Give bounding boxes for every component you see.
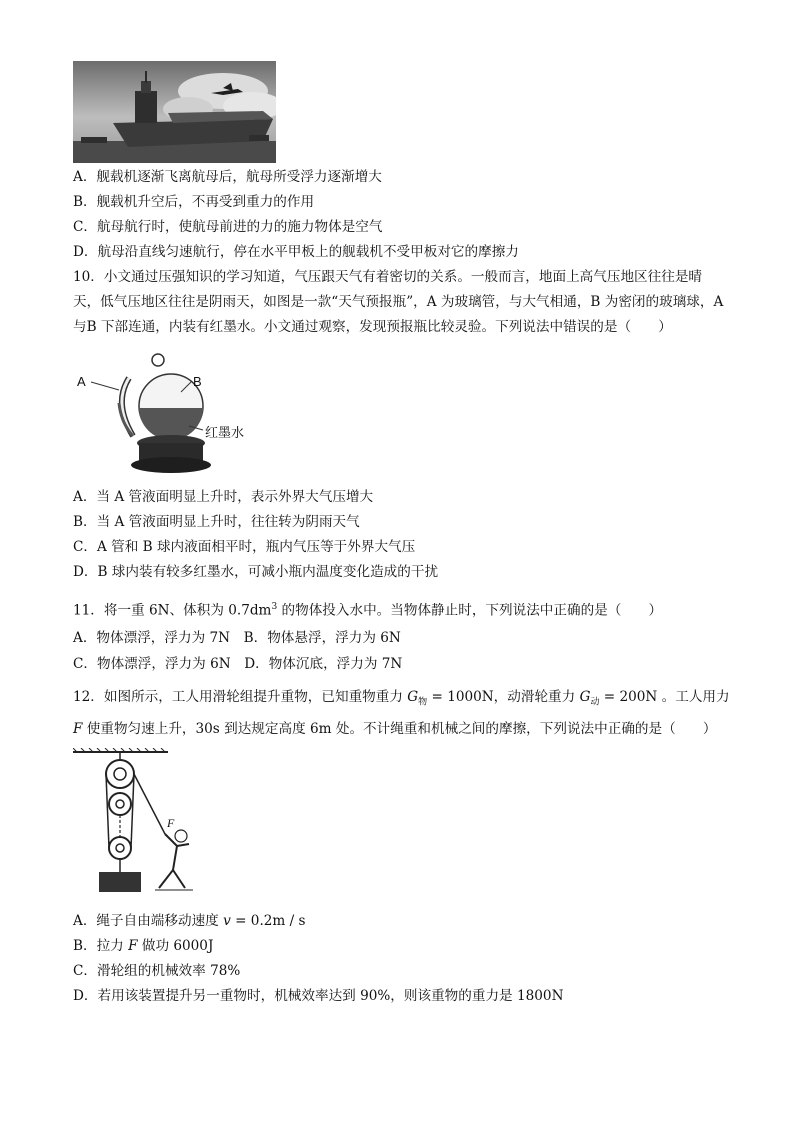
- q12-option-a-pre: A．绳子自由端移动速度: [73, 913, 224, 929]
- label-b: B: [193, 374, 202, 389]
- q12-sub-dong: 动: [590, 697, 600, 708]
- label-a: A: [77, 374, 86, 389]
- weather-bottle-graphic: [73, 348, 263, 478]
- q12-stem-2: 使重物匀速上升，30s 到达规定高度 6m 处。不计绳重和机械之间的摩擦，下列说法中正确的是（ ）: [82, 721, 717, 737]
- q9-option-c: C．航母航行时，使航母前进的力的施力物体是空气: [73, 219, 383, 235]
- carrier-photo: [73, 61, 276, 163]
- q12-stem-1c: = 200N 。工人用力: [599, 689, 730, 705]
- q10-option-c: C．A 管和 B 球内液面相平时，瓶内气压等于外界大气压: [73, 539, 416, 555]
- q12-sub-wu: 物: [418, 697, 428, 708]
- q9-option-a: A．舰载机逐渐飞离航母后，航母所受浮力逐渐增大: [73, 169, 382, 185]
- q11-stem-post: 的物体投入水中。当物体静止时，下列说法中正确的是（ ）: [277, 602, 663, 619]
- q12-stem-line-2: [73, 720, 716, 738]
- pulley-graphic: [73, 748, 203, 898]
- label-red-ink: 红墨水: [205, 425, 245, 440]
- q12-stem-line-1: [73, 688, 730, 712]
- q12-option-c: C．滑轮组的机械效率 78%: [73, 963, 241, 979]
- q12-option-a-post: = 0.2m / s: [230, 913, 306, 929]
- q11-stem: [73, 598, 662, 620]
- q11-options-row-2: C．物体漂浮，浮力为 6N D．物体沉底，浮力为 7N: [73, 656, 403, 672]
- q12-option-a-v: v: [223, 913, 231, 929]
- q12-f-symbol: F: [73, 721, 83, 737]
- q10-option-d: D．B 球内装有较多红墨水，可减小瓶内温度变化造成的干扰: [73, 564, 439, 580]
- q12-option-b-f: F: [128, 938, 138, 954]
- q12-option-b-post: 做功 6000J: [137, 938, 214, 954]
- label-f: F: [167, 816, 175, 830]
- q11-stem-pre: 11．将一重 6N、体积为 0.7dm: [73, 602, 272, 619]
- q12-option-b-pre: B．拉力: [73, 938, 129, 954]
- q12-g-symbol-2: G: [579, 689, 591, 705]
- q10-option-a: A．当 A 管液面明显上升时，表示外界大气压增大: [73, 489, 374, 505]
- q10-option-b: B．当 A 管液面明显上升时，往往转为阴雨天气: [73, 514, 360, 530]
- q9-option-b: B．舰载机升空后，不再受到重力的作用: [73, 194, 315, 210]
- q12-option-a: [73, 912, 306, 930]
- q9-option-d: D．航母沿直线匀速航行，停在水平甲板上的舰载机不受甲板对它的摩擦力: [73, 244, 519, 260]
- q12-option-d: D．若用该装置提升另一重物时，机械效率达到 90%，则该重物的重力是 1800N: [73, 988, 564, 1004]
- q11-stem-sup: 3: [271, 602, 278, 612]
- q10-stem-line-2: 天，低气压地区往往是阴雨天，如图是一款“天气预报瓶”，A 为玻璃管，与大气相通，B 为密闭的玻璃球，A: [73, 294, 724, 310]
- q12-stem-1b: = 1000N，动滑轮重力: [427, 689, 580, 705]
- q12-stem-1a: 12．如图所示，工人用滑轮组提升重物，已知重物重力: [73, 689, 408, 705]
- q10-stem-line-1: 10．小文通过压强知识的学习知道，气压跟天气有着密切的关系。一般而言，地面上高气压地区往往是晴: [73, 269, 703, 285]
- carrier-photo-graphic: [73, 61, 276, 163]
- weather-bottle-figure: [73, 348, 263, 478]
- q10-stem-line-3: 与B 下部连通，内装有红墨水。小文通过观察，发现预报瓶比较灵验。下列说法中错误的是（ ）: [73, 319, 672, 335]
- q12-option-b: [73, 937, 213, 955]
- pulley-figure: [73, 748, 203, 898]
- q11-options-row-1: A．物体漂浮，浮力为 7N B．物体悬浮，浮力为 6N: [73, 630, 401, 646]
- q12-g-symbol-1: G: [407, 689, 419, 705]
